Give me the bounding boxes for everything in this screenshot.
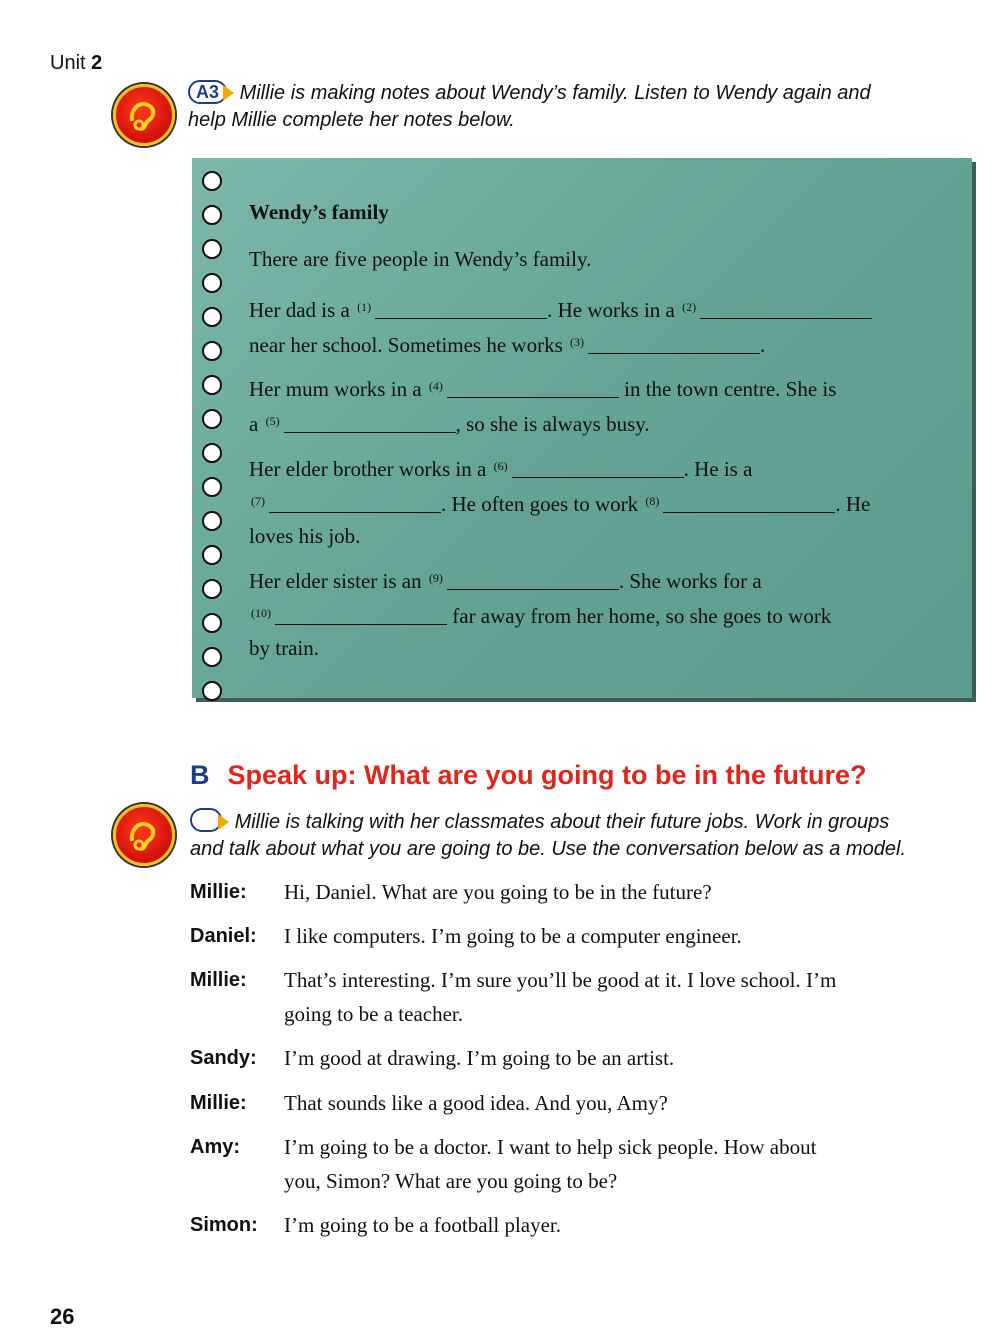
section-title: Speak up: What are you going to be in the future? — [227, 760, 867, 790]
text: far away from her home, so she goes to work — [452, 604, 832, 628]
b-instruction — [190, 808, 906, 863]
blank-number: (1) — [357, 300, 372, 314]
b-instruction-line1: Millie is talking with her classmates about their future jobs. Work in groups — [234, 811, 890, 833]
text: Her dad is a — [249, 298, 350, 322]
ring-icon — [202, 341, 222, 361]
ring-icon — [202, 409, 222, 429]
speech: going to be a teacher. — [284, 1002, 464, 1026]
speech: I like computers. I’m going to be a computer engineer. — [284, 924, 742, 948]
text: Her mum works in a — [249, 377, 422, 401]
blank-7[interactable] — [269, 494, 441, 513]
text: near her school. Sometimes he works — [249, 333, 563, 357]
text: Her elder brother works in a — [249, 457, 487, 481]
text: a — [249, 412, 259, 436]
speaker: Simon: — [190, 1214, 258, 1236]
blank-number: (2) — [682, 300, 697, 314]
ring-icon — [202, 545, 222, 565]
text: . He works in a — [547, 298, 675, 322]
notes-sister — [249, 562, 831, 664]
blank-number: (10) — [251, 606, 271, 620]
ring-icon — [202, 511, 222, 531]
text: . She works for a — [618, 569, 762, 593]
ring-icon — [202, 681, 222, 701]
speech: I’m going to be a doctor. I want to help sick people. How about — [284, 1135, 817, 1159]
section-b-heading — [190, 760, 867, 791]
text: loves his job. — [249, 524, 361, 548]
speaker: Amy: — [190, 1136, 241, 1158]
blank-9[interactable] — [447, 571, 619, 590]
blank-3[interactable] — [588, 335, 760, 354]
ring-icon — [202, 443, 222, 463]
blank-number: (6) — [493, 459, 508, 473]
blank-6[interactable] — [512, 459, 684, 478]
ring-icon — [202, 273, 222, 293]
ring-icon — [202, 579, 222, 599]
blank-4[interactable] — [447, 379, 619, 398]
speech: you, Simon? What are you going to be? — [284, 1169, 618, 1193]
unit-prefix: Unit — [50, 52, 86, 74]
page-number: 26 — [50, 1304, 75, 1329]
ring-icon — [202, 647, 222, 667]
notes-intro: There are five people in Wendy’s family. — [249, 247, 592, 271]
ring-icon — [202, 205, 222, 225]
blank-number: (4) — [428, 379, 443, 393]
listening-ear-icon — [113, 84, 175, 146]
blank-number: (9) — [428, 571, 443, 585]
speech: That sounds like a good idea. And you, Amy? — [284, 1091, 668, 1115]
text: in the town centre. She is — [624, 377, 837, 401]
unit-number: 2 — [91, 52, 103, 74]
speech: That’s interesting. I’m sure you’ll be good at it. I love school. I’m — [284, 968, 837, 992]
b-instruction-line2: and talk about what you are going to be. Use the conversation below as a model. — [190, 838, 907, 860]
notes-mum — [249, 370, 836, 440]
blank-10[interactable] — [275, 606, 447, 625]
speaker: Daniel: — [190, 925, 257, 947]
text: . He — [835, 492, 871, 516]
notes-title: Wendy’s family — [249, 200, 389, 224]
unit-label — [50, 52, 102, 75]
speaking-ear-icon — [113, 804, 175, 866]
ring-icon — [202, 477, 222, 497]
ring-icon — [202, 171, 222, 191]
ring-icon — [202, 613, 222, 633]
text: . — [760, 333, 766, 357]
play-arrow-icon — [223, 85, 234, 101]
blank-5[interactable] — [284, 414, 456, 433]
text: Her elder sister is an — [249, 569, 422, 593]
section-letter: B — [190, 760, 210, 790]
text: , so she is always busy. — [455, 412, 650, 436]
ring-icon — [202, 307, 222, 327]
speech: Hi, Daniel. What are you going to be in the future? — [284, 880, 712, 904]
speech: I’m good at drawing. I’m going to be an artist. — [284, 1046, 675, 1070]
a3-tag: A3 — [188, 80, 227, 104]
notes-dad — [249, 291, 872, 361]
a3-instruction-line1: Millie is making notes about Wendy’s family. Listen to Wendy again and — [239, 82, 871, 104]
speech: I’m going to be a football player. — [284, 1213, 562, 1237]
blank-number: (8) — [645, 494, 660, 508]
text: . He often goes to work — [441, 492, 639, 516]
speaker: Millie: — [190, 881, 247, 903]
text: . He is a — [683, 457, 753, 481]
blank-2[interactable] — [700, 300, 872, 319]
blank-number: (3) — [570, 335, 585, 349]
speaker: Sandy: — [190, 1047, 257, 1069]
speaker: Millie: — [190, 969, 247, 991]
notes-brother — [249, 450, 870, 552]
ring-icon — [202, 375, 222, 395]
spiral-binding — [196, 165, 226, 705]
blank-number: (5) — [265, 414, 280, 428]
text: by train. — [249, 636, 319, 660]
a3-instruction-line2: help Millie complete her notes below. — [188, 109, 515, 131]
blank-1[interactable] — [375, 300, 547, 319]
ring-icon — [202, 239, 222, 259]
speaker: Millie: — [190, 1092, 247, 1114]
a3-instruction — [188, 80, 871, 134]
play-arrow-icon — [218, 814, 229, 830]
blank-number: (7) — [251, 494, 265, 508]
blank-8[interactable] — [663, 494, 835, 513]
